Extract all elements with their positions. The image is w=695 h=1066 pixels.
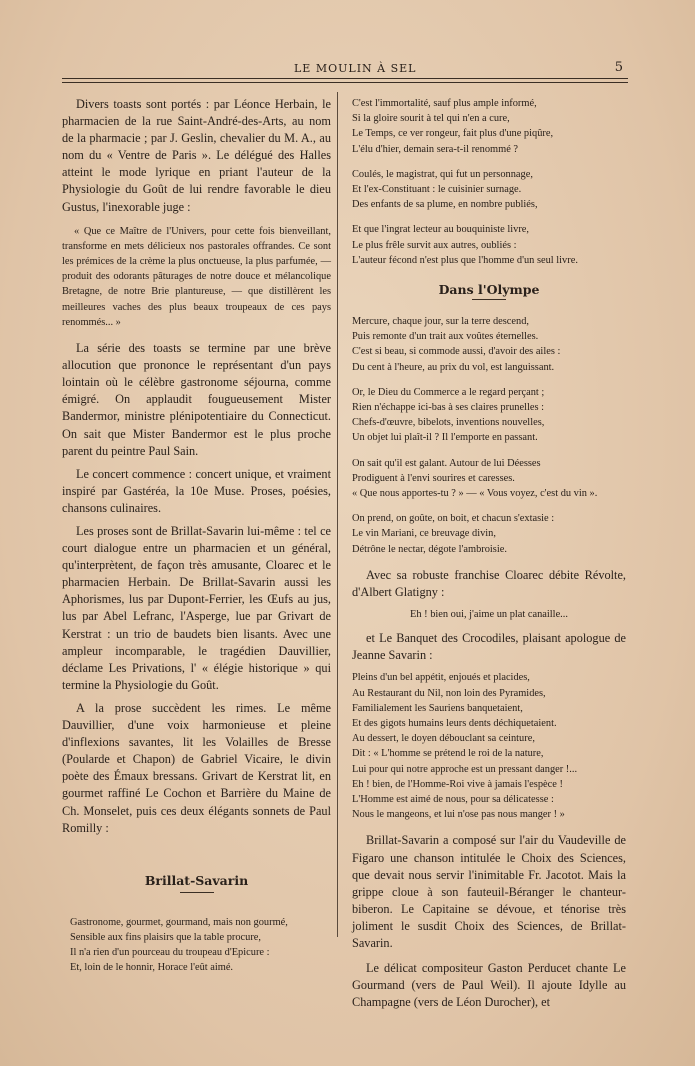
verse-line: Des enfants de sa plume, en nombre publiés, (352, 199, 538, 211)
verse-line: Un objet lui plaît-il ? Il l'emporte en passant. (352, 432, 538, 444)
title-ornament (180, 892, 214, 893)
paragraph-allocution: La série des toasts se termine par une brève allocution que prononce le représentant d'un pays lointain où le célèbre gastronome séjourna, comme émigré. On applaudit fougueusement Mister Bandermor, ministre plénipotentiaire du Connecticut. On sait que Mister Bandermor est le plus proche parent du peintre Paul Sain. (62, 341, 331, 458)
paragraph-banquet: et Le Banquet des Crocodiles, plaisant apologue de Jeanne Savarin : (352, 631, 626, 663)
quoted-verse-line: Eh ! bien oui, j'aime un plat canaille... (410, 609, 568, 621)
quote-delegue: « Que ce Maître de l'Univers, pour cette fois bienveillant, transforme en mets délicieux nos pastorales offrandes. Ce sont les prémices de la crème la plus onctueuse, la plus parfumée, — produit des odorants pâturages de notre douce et mélancolique Bretagne, de notre Brie plantureuse, — que distillèrent les meilleures vaches des plus beaux troupeaux de ces pays renommés... » (62, 225, 331, 328)
olympe-stanza-1 (352, 314, 626, 375)
verse-line: Et l'ex-Constituant : le cuisinier surnage. (352, 184, 522, 196)
crocodiles-poem (352, 670, 626, 822)
verse-line: Sensible aux fins plaisirs que la table procure, (70, 931, 262, 943)
verse-line: Coulés, le magistrat, qui fut un personnage, (352, 168, 533, 180)
verse-line: Puis remonte d'un trait aux voûtes éternelles. (352, 331, 539, 343)
title-ornament (472, 299, 506, 300)
verse-line: Lui pour qui notre approche est un pressant danger !... (352, 763, 578, 775)
verse-line: Familialement les Sauriens banquetaient, (352, 702, 523, 714)
verse-line: Du cent à l'heure, au prix du vol, est languissant. (352, 361, 555, 373)
verse-line: Et, loin de le honnir, Horace l'eût aimé. (70, 962, 234, 974)
verse-line: Prodiguent à l'envi sourires et caresses. (352, 472, 515, 484)
sonnet-stanza-2 (352, 96, 626, 157)
paragraph-cloarec: Avec sa robuste franchise Cloarec débite Révolte, d'Albert Glatigny : (352, 567, 626, 599)
verse-line: L'élu d'hier, demain sera-t-il renommé ? (352, 143, 519, 155)
verse-line: Dit : « L'homme se prétend le roi de la nature, (352, 748, 544, 760)
page-header (62, 58, 628, 80)
sonnet-stanza-4 (352, 222, 626, 268)
olympe-stanza-2 (352, 385, 626, 446)
paragraph-concert: Le concert commence : concert unique, et vraiment inspiré par Gastéréa, la 10e Muse. Proses, poésies, chansons culinaires. (62, 466, 331, 515)
olympe-stanza-4 (352, 511, 626, 557)
left-column (62, 96, 331, 976)
verse-line: Nous le mangeons, et lui n'ose pas nous manger ! » (352, 809, 565, 821)
verse-line: Détrône le nectar, dégote l'ambroisie. (352, 543, 507, 555)
verse-line: Il n'a rien d'un pourceau du troupeau d'Epicure : (70, 947, 270, 959)
journal-title: LE MOULIN À SEL (294, 62, 417, 75)
verse-line: C'est l'immortalité, sauf plus ample informé, (352, 98, 537, 109)
verse-line: Rien n'échappe ici-bas à ses claires prunelles : (352, 402, 545, 414)
verse-line: On sait qu'il est galant. Autour de lui Déesses (352, 457, 541, 469)
paragraph-toasts: Divers toasts sont portés : par Léonce Herbain, le pharmacien de la rue Saint-André-des-Arts, au nom de la pharmacie ; par J. Geslin, chevalier du M. A., au nom du « Ventre de Paris ». Le délégué des Halles atteint le mode lyrique en priant l'auteur de la Physiologie du Goût de lui rendre favorable le dieu Gustus, l'inexorable juge : (62, 97, 331, 214)
sonnet-title-brillat-savarin: Brillat-Savarin (144, 872, 249, 888)
verse-line: Chefs-d'œuvre, bibelots, inventions nouvelles, (352, 417, 545, 429)
verse-line: « Que nous apportes-tu ? » — « Vous voyez, c'est du vin ». (352, 488, 598, 500)
paragraph-perducet: Le délicat compositeur Gaston Perducet chante Le Gourmand (vers de Paul Weil). Il ajoute Idylle au Champagne (vers de Léon Durocher), et (352, 961, 626, 1010)
verse-line: Si la gloire sourit à tel qui n'en a cure, (352, 113, 510, 125)
page-number: 5 (614, 60, 624, 75)
verse-line: C'est si beau, si commode aussi, d'avoir des ailes : (352, 346, 561, 358)
verse-line: Et que l'ingrat lecteur au bouquiniste livre, (352, 224, 530, 236)
verse-line: L'auteur fécond n'est plus que l'homme d'un seul livre. (352, 254, 578, 266)
verse-line: Le vin Mariani, ce breuvage divin, (352, 528, 496, 540)
sonnet-title-olympe: Dans l'Olympe (438, 282, 540, 298)
verse-line: Au dessert, le doyen débouclant sa ceinture, (352, 733, 535, 745)
sonnet-stanza-3 (352, 167, 626, 213)
verse-line: On prend, on goûte, on boit, et chacun s'extasie : (352, 513, 555, 525)
paragraph-choix-des-sciences: Brillat-Savarin a composé sur l'air du Vaudeville de Figaro une chanson intitulée le Choix des Sciences, que devait nous servir l'inimitable Fr. Jacotot. Mais la grippe cloue à son fauteuil-Béranger le chanteur-biberon. Le Capitaine se dévoue, et ténorise très joliment le susdit Choix des Sciences, de Brillat-Savarin. (352, 833, 626, 951)
header-rule-bottom (62, 82, 628, 83)
header-rule-top (62, 78, 628, 79)
paragraph-rimes: A la prose succèdent les rimes. Le même Dauvillier, d'une voix harmonieuse et pleine d'inflexions savantes, lit les Volailles de Bresse (Poularde et Chapon) de Gabriel Vicaire, le divin poète des Émaux bressans. Grivart de Kerstrat lit, en gourmet raffiné Le Cochon et Barrière du Maine de Ch. Monselet, puis ces deux élégants sonnets de Paul Romilly : (62, 700, 331, 835)
right-column (352, 96, 626, 1017)
verse-line: Eh ! bien, de l'Homme-Roi vive à jamais l'espèce ! (352, 778, 563, 790)
verse-line: Au Restaurant du Nil, non loin des Pyramides, (352, 687, 546, 699)
column-divider (337, 92, 338, 937)
verse-line: L'Homme est aimé de nous, pour sa délicatesse : (352, 794, 554, 806)
verse-line: Or, le Dieu du Commerce a le regard perçant ; (352, 386, 545, 398)
verse-line: Et des gigots humains leurs dents déchiquetaient. (352, 718, 557, 730)
verse-line: Le Temps, ce ver rongeur, fait plus d'une piqûre, (352, 128, 554, 140)
verse-line: Gastronome, gourmet, gourmand, mais non gourmé, (70, 916, 288, 928)
verse-line: Mercure, chaque jour, sur la terre descend, (352, 316, 530, 328)
paragraph-proses: Les proses sont de Brillat-Savarin lui-même : tel ce court dialogue entre un pharmacien et un général, qu'interprètent, de façon très amusante, Cloarec et le pharmacien Herbain. De Brillat-Savarin aussi les Aphorismes, lus par Dupont-Ferrier, les Œufs au jus, lus par Abel Lefranc, l'Asperge, lue par Grivart de Kerstrat : un trio de baudets bien lisants. Avec une ampleur incomparable, le tragédien Dauvillier, déclame Les Privations, l' « élégie historique » qui termine la Physiologie du Goût. (62, 524, 331, 692)
verse-line: Pleins d'un bel appétit, enjoués et placides, (352, 672, 530, 684)
verse-line: Le plus frêle survit aux autres, oubliés : (352, 239, 517, 251)
sonnet-stanza-1 (70, 915, 331, 976)
olympe-stanza-3 (352, 456, 626, 502)
